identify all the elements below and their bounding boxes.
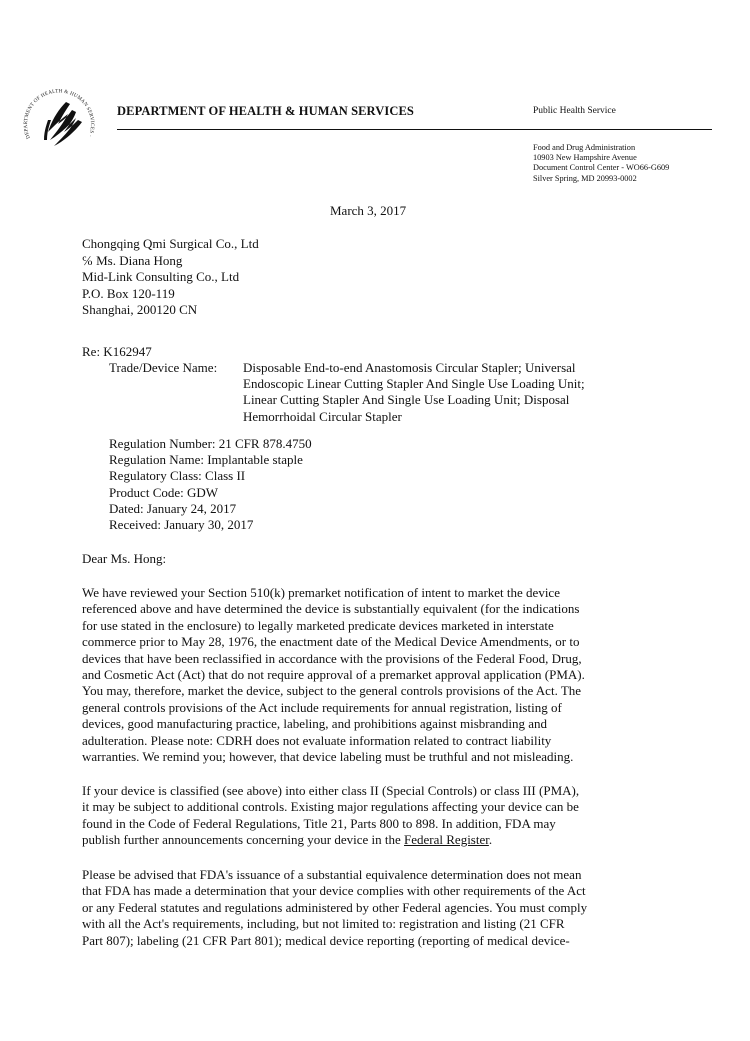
paragraph-line: We have reviewed your Section 510(k) premarket notification of intent to market the device (82, 585, 560, 600)
recipient-address (82, 236, 259, 319)
header-rule (117, 129, 712, 130)
paragraph-line: commerce prior to May 28, 1976, the enactment date of the Medical Device Amendments, or to (82, 634, 580, 650)
fda-address-line: 10903 New Hampshire Avenue (533, 153, 637, 163)
trade-device-line: Hemorrhoidal Circular Stapler (243, 408, 402, 424)
regulation-name: Regulation Name: Implantable staple (109, 452, 303, 468)
paragraph-line: devices that have been reclassified in accordance with the provisions of the Federal Food, Drug, (82, 650, 582, 666)
re-block (82, 344, 152, 360)
public-health-service: Public Health Service (533, 106, 616, 116)
fda-address-line: Food and Drug Administration (533, 143, 636, 152)
recipient-line: P.O. Box 120-119 (82, 285, 175, 301)
regulatory-class: Regulatory Class: Class II (109, 468, 246, 484)
department-name: DEPARTMENT OF HEALTH & HUMAN SERVICES (117, 104, 414, 118)
trade-device-label: Trade/Device Name: (109, 360, 218, 375)
paragraph-line: it may be subject to additional controls. Existing major regulations affecting your device can be (82, 799, 579, 815)
paragraph-line: or any Federal statutes and regulations administered by other Federal agencies. You must comply (82, 899, 588, 915)
trade-device-line: Endoscopic Linear Cutting Stapler And Single Use Loading Unit; (243, 376, 585, 392)
paragraph-line: found in the Code of Federal Regulations, Title 21, Parts 800 to 898. In addition, FDA may (82, 815, 556, 831)
paragraph-line: general controls provisions of the Act include requirements for annual registration, listing of (82, 699, 562, 715)
trade-device-line: Linear Cutting Stapler And Single Use Loading Unit; Disposal (243, 392, 570, 408)
re-number: Re: K162947 (82, 344, 152, 359)
regulation-number: Regulation Number: 21 CFR 878.4750 (109, 436, 312, 451)
svg-text:DEPARTMENT OF HEALTH & HUMAN S: DEPARTMENT OF HEALTH & HUMAN SERVICES · (22, 88, 96, 140)
recipient-line: Chongqing Qmi Surgical Co., Ltd (82, 236, 259, 251)
paragraph-line (82, 832, 579, 848)
paragraph-line: warranties. We remind you; however, that device labeling must be truthful and not misleading. (82, 749, 574, 765)
paragraph-line: referenced above and have determined the device is substantially equivalent (for the indications (82, 601, 580, 617)
letter-date: March 3, 2017 (330, 203, 407, 218)
paragraph-line: devices, good manufacturing practice, labeling, and prohibitions against misbranding and (82, 716, 547, 732)
paragraph-1 (82, 585, 585, 765)
paragraph-line: Please be advised that FDA's issuance of a substantial equivalence determination does not mean (82, 867, 582, 882)
recipient-line: ℅ Ms. Diana Hong (82, 252, 183, 268)
paragraph-line: and Cosmetic Act (Act) that do not require approval of a premarket approval application (PMA). (82, 667, 585, 683)
salutation: Dear Ms. Hong: (82, 551, 167, 566)
paragraph-line: that FDA has made a determination that your device complies with other requirements of the Act (82, 883, 586, 899)
paragraph-text: . (488, 832, 493, 848)
trade-device-lines (243, 360, 663, 425)
paragraph-line: If your device is classified (see above) into either class II (Special Controls) or class III (PMA), (82, 783, 580, 798)
fda-address-line: Silver Spring, MD 20993-0002 (533, 173, 637, 183)
received: Received: January 30, 2017 (109, 517, 254, 533)
fda-address (533, 143, 669, 184)
paragraph-line: You may, therefore, market the device, subject to the general controls provisions of the Act. The (82, 683, 582, 699)
paragraph-line: with all the Act's requirements, including, but not limited to: registration and listing (21 CFR (82, 916, 565, 932)
recipient-line: Mid-Link Consulting Co., Ltd (82, 269, 240, 285)
dated: Dated: January 24, 2017 (109, 500, 237, 516)
regulation-details (109, 436, 312, 533)
fda-address-line: Document Control Center - WO66-G609 (533, 163, 670, 173)
paragraph-line: Part 807); labeling (21 CFR Part 801); medical device reporting (reporting of medical device- (82, 932, 570, 948)
trade-device-line: Disposable End-to-end Anastomosis Circular Stapler; Universal (243, 360, 576, 375)
paragraph-line: for use stated in the enclosure) to legally marketed predicate devices marketed in interstate (82, 617, 554, 633)
federal-register-link[interactable]: Federal Register (404, 832, 489, 848)
hhs-seal-logo (18, 80, 100, 162)
paragraph-line: adulteration. Please note: CDRH does not evaluate information related to contract liability (82, 732, 552, 748)
recipient-line: Shanghai, 200120 CN (82, 302, 198, 318)
paragraph-text: publish further announcements concerning your device in the (82, 832, 405, 848)
paragraph-3 (82, 867, 587, 949)
paragraph-2 (82, 783, 579, 849)
product-code: Product Code: GDW (109, 484, 219, 500)
